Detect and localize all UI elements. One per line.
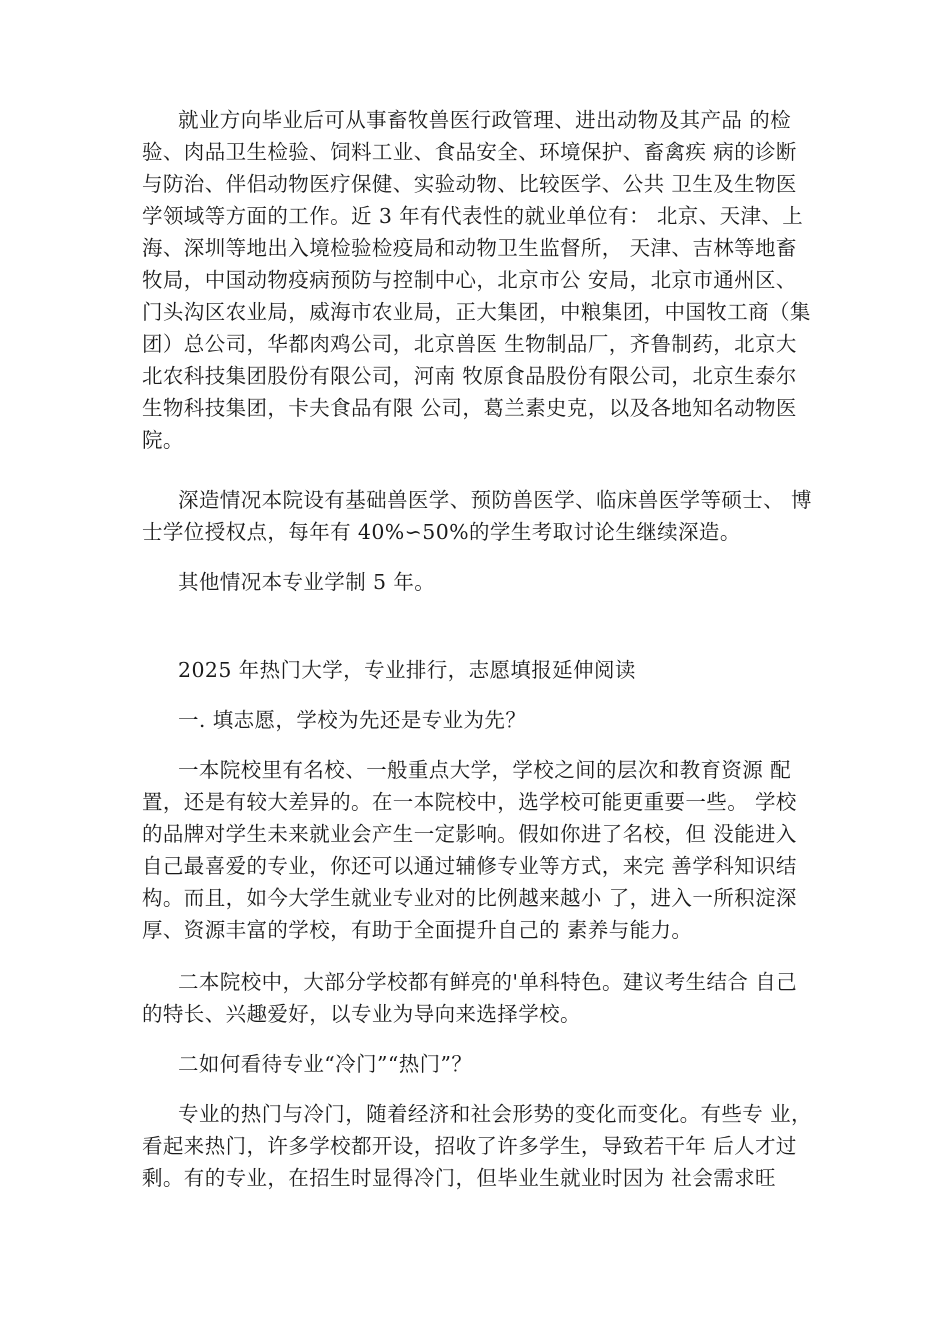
text-line: 深造情况本院设有基础兽医学、预防兽医学、临床兽医学等硕士、 博 (178, 488, 812, 512)
text-line: 院。 (142, 428, 184, 452)
question-heading: 二如何看待专业“冷门”“热门”？ (178, 1052, 473, 1076)
text-line: 生物科技集团，卡夫食品有限 公司，葛兰素史克，以及各地知名动物医 (142, 396, 797, 420)
text-line: 验、肉品卫生检验、饲料工业、食品安全、环境保护、畜禽疾 病的诊断 (142, 140, 797, 164)
text-line: 与防治、伴侣动物医疗保健、实验动物、比较医学、公共 卫生及生物医 (142, 172, 797, 196)
text-line: 厚、资源丰富的学校，有助于全面提升自己的 素养与能力。 (142, 918, 693, 942)
text-line: 一本院校里有名校、一般重点大学，学校之间的层次和教育资源 配 (178, 758, 792, 782)
text-line: 置，还是有较大差异的。在一本院校中，选学校可能更重要一些。 学校 (142, 790, 797, 814)
text-line: 的特长、兴趣爱好，以专业为导向来选择学校。 (142, 1002, 581, 1026)
text-line: 其他情况本专业学制 5 年。 (178, 570, 436, 594)
text-line: 构。而且，如今大学生就业专业对的比例越来越小 了，进入一所积淀深 (142, 886, 797, 910)
text-line: 牧局，中国动物疫病预防与控制中心，北京市公 安局，北京市通州区、 (142, 268, 797, 292)
text-line: 门头沟区农业局，威海市农业局，正大集团，中粮集团，中国牧工商（集 (142, 300, 811, 324)
text-line: 海、深圳等地出入境检验检疫局和动物卫生监督所， 天津、吉林等地畜 (142, 236, 797, 260)
text-line: 士学位授权点，每年有 40%∽50%的学生考取讨论生继续深造。 (142, 520, 741, 544)
text-line: 自己最喜爱的专业，你还可以通过辅修专业等方式，来完 善学科知识结 (142, 854, 797, 878)
text-line: 剩。有的专业，在招生时显得冷门，但毕业生就业时因为 社会需求旺 (142, 1166, 776, 1190)
question-heading: 一. 填志愿，学校为先还是专业为先？ (178, 708, 527, 732)
text-line: 学领域等方面的工作。近 3 年有代表性的就业单位有： 北京、天津、上 (142, 204, 804, 228)
text-line: 北农科技集团股份有限公司，河南 牧原食品股份有限公司，北京生泰尔 (142, 364, 797, 388)
text-line: 二本院校中，大部分学校都有鲜亮的'单科特色。建议考生结合 自己 (178, 970, 798, 994)
text-line: 的品牌对学生未来就业会产生一定影响。假如你进了名校，但 没能进入 (142, 822, 797, 846)
section-title: 2025 年热门大学，专业排行，志愿填报延伸阅读 (178, 658, 636, 682)
text-line: 团）总公司，华都肉鸡公司，北京兽医 生物制品厂，齐鲁制药，北京大 (142, 332, 797, 356)
text-line: 专业的热门与冷门，随着经济和社会形势的变化而变化。有些专 业， (178, 1102, 812, 1126)
text-line: 就业方向毕业后可从事畜牧兽医行政管理、进出动物及其产品 的检 (178, 108, 792, 132)
text-line: 看起来热门，许多学校都开设，招收了许多学生，导致若干年 后人才过 (142, 1134, 797, 1158)
